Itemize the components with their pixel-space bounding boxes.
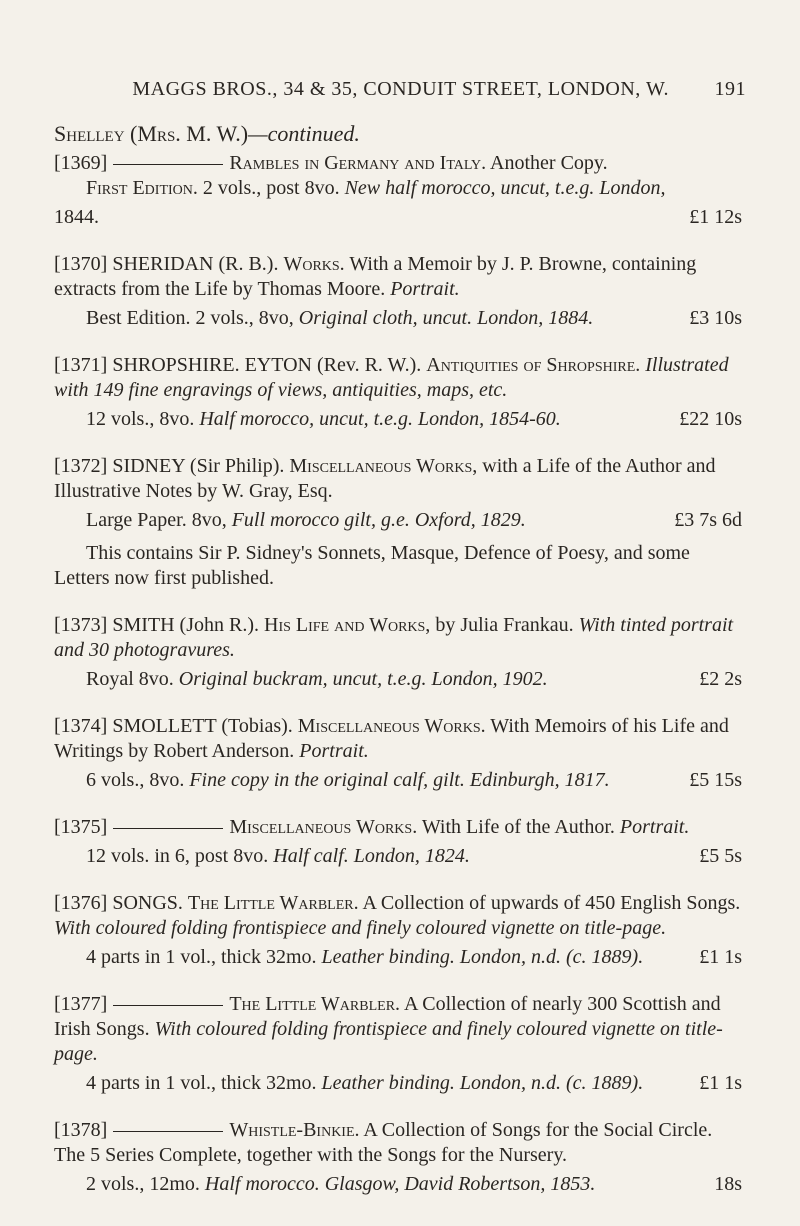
entry-title: Miscellaneous Works. [297, 715, 486, 737]
entry-number: [1371] [54, 354, 108, 376]
entry-title: Works. [283, 253, 345, 275]
entry-price: £1 1s [699, 946, 742, 968]
entry-number: [1376] [54, 892, 108, 914]
entry-detail-line [54, 508, 746, 533]
entry-title: Miscellaneous Works. [229, 816, 418, 838]
entry-price: 18s [714, 1173, 742, 1195]
entry-title: Whistle-Binkie. [229, 1119, 360, 1141]
entry-illustrations: With tinted portrait and 30 photogravures. [54, 614, 734, 661]
entry-price: £22 10s [679, 408, 742, 430]
entry-detail-line [54, 768, 746, 793]
entry-number: [1377] [54, 993, 108, 1015]
entry-title: The Little Warbler. [187, 892, 359, 914]
entry-author: SMITH (John R.). [112, 614, 259, 636]
entry-price: £1 12s [689, 206, 742, 228]
entry-detail-line [54, 407, 746, 432]
entry-title: Miscellaneous Works, [289, 455, 478, 477]
entry-number: [1372] [54, 455, 108, 477]
entry-number: [1378] [54, 1119, 108, 1141]
entry-illustrations: Portrait. [619, 816, 690, 838]
entry-format: 4 parts in 1 vol., thick 32mo. [86, 1072, 322, 1094]
entry-number: [1370] [54, 253, 108, 275]
entry-detail-line [54, 844, 746, 869]
entry-format: 2 vols., 12mo. [86, 1173, 205, 1195]
catalogue-entry [54, 992, 746, 1096]
entry-number: [1375] [54, 816, 108, 838]
entry-format: 2 vols., post 8vo. [197, 177, 345, 199]
catalogue-entry [54, 252, 746, 331]
catalogue-entry [54, 151, 746, 230]
entry-illustrations: With coloured folding frontispiece and finely coloured vignette on title-page. [54, 917, 667, 939]
entry-binding: Half calf. London, 1824. [273, 845, 470, 867]
catalogue-entry [54, 613, 746, 692]
running-header [54, 78, 746, 101]
entry-title: Antiquities of Shropshire. [426, 354, 641, 376]
entry-number: [1374] [54, 715, 108, 737]
entry-detail-line [54, 945, 746, 970]
entry-format: Royal 8vo. [86, 668, 179, 690]
entry-description: A Collection of upwards of 450 English Songs. [358, 892, 741, 914]
ditto-dash [113, 1005, 223, 1006]
entry-binding: Half morocco, uncut, t.e.g. London, 1854-60. [199, 408, 561, 430]
entry-description: Another Copy. [486, 152, 608, 174]
entry-detail-line [54, 1071, 746, 1096]
section-continued: —continued. [248, 121, 360, 146]
entry-illustrations: Portrait. [299, 740, 369, 762]
entry-description: With Life of the Author. [417, 816, 620, 838]
catalogue-entry [54, 454, 746, 591]
entry-price: £5 5s [699, 845, 742, 867]
entry-number: [1369] [54, 152, 108, 174]
ditto-dash [113, 164, 223, 165]
entry-binding: Original buckram, uncut, t.e.g. London, 1902. [178, 668, 548, 690]
entry-detail-line [54, 306, 746, 331]
entry-description: by Julia Frankau. [430, 614, 579, 636]
entry-title: His Life and Works, [264, 614, 431, 636]
ditto-dash [113, 828, 223, 829]
entry-description: With a Memoir by J. P. Browne, containing extracts from the Life by Thomas Moore. [54, 253, 697, 300]
entry-number: [1373] [54, 614, 108, 636]
section-heading [54, 121, 746, 147]
entry-author: SIDNEY (Sir Philip). [112, 455, 285, 477]
entry-title: The Little Warbler. [229, 993, 401, 1015]
catalogue-entry [54, 891, 746, 970]
entry-detail-line [54, 1172, 746, 1197]
header-title: MAGGS BROS., 34 & 35, CONDUIT STREET, LONDON, W. [132, 78, 669, 100]
entry-author: SHERIDAN (R. B.). [112, 253, 279, 275]
entry-detail-line [54, 205, 746, 230]
catalogue-entry [54, 714, 746, 793]
catalogue-entry [54, 1118, 746, 1197]
entry-illustrations: Illustrated with 149 fine engravings of views, antiquities, maps, etc. [54, 354, 729, 401]
entry-author: SHROPSHIRE. EYTON (Rev. R. W.). [112, 354, 422, 376]
entry-imprint: 1844. [54, 206, 99, 228]
entry-format: 12 vols., 8vo. [86, 408, 200, 430]
entry-binding: Original cloth, uncut. London, 1884. [298, 307, 594, 329]
entry-description: With Memoirs of his Life and Writings by Robert Anderson. [54, 715, 729, 762]
ditto-dash [113, 1131, 223, 1132]
entry-price: £2 2s [699, 668, 742, 690]
entry-price: £3 10s [689, 307, 742, 329]
entry-note: This contains Sir P. Sidney's Sonnets, Masque, Defence of Poesy, and some Letters now first published. [54, 542, 690, 589]
entry-format: 4 parts in 1 vol., thick 32mo. [86, 946, 322, 968]
entry-binding: Full morocco gilt, g.e. Oxford, 1829. [231, 509, 526, 531]
entry-price: £5 15s [689, 769, 742, 791]
entry-binding: Fine copy in the original calf, gilt. Edinburgh, 1817. [189, 769, 610, 791]
entry-author: SMOLLETT (Tobias). [112, 715, 293, 737]
entry-format: Large Paper. 8vo, [86, 509, 232, 531]
entry-price: £3 7s 6d [674, 509, 742, 531]
entry-illustrations: Portrait. [390, 278, 460, 300]
entry-description: A Collection of nearly 300 Scottish and Irish Songs. [54, 993, 721, 1040]
entry-format: Best Edition. 2 vols., 8vo, [86, 307, 299, 329]
page-number: 191 [714, 78, 746, 100]
entry-format: 6 vols., 8vo. [86, 769, 190, 791]
entry-binding: Half morocco. Glasgow, David Robertson, 1853. [204, 1173, 596, 1195]
entry-binding: Leather binding. London, n.d. (c. 1889). [321, 946, 644, 968]
entry-description: with a Life of the Author and Illustrative Notes by W. Gray, Esq. [54, 455, 716, 502]
entry-illustrations: With coloured folding frontispiece and finely coloured vignette on title-page. [54, 1018, 723, 1065]
entry-detail-line [54, 667, 746, 692]
entry-description: A Collection of Songs for the Social Circle. The 5 Series Complete, together with the Songs for the Nursery. [54, 1119, 713, 1166]
entry-binding: Leather binding. London, n.d. (c. 1889). [321, 1072, 644, 1094]
catalogue-entry [54, 815, 746, 869]
entry-binding: New half morocco, uncut, t.e.g. London, [344, 177, 666, 199]
catalogue-entry [54, 353, 746, 432]
section-author: Shelley (Mrs. M. W.) [54, 121, 249, 146]
entry-price: £1 1s [699, 1072, 742, 1094]
entry-title: Rambles in Germany and Italy. [229, 152, 487, 174]
entry-format: 12 vols. in 6, post 8vo. [86, 845, 274, 867]
entry-author: SONGS. [112, 892, 183, 914]
entry-edition: First Edition. [86, 177, 198, 199]
